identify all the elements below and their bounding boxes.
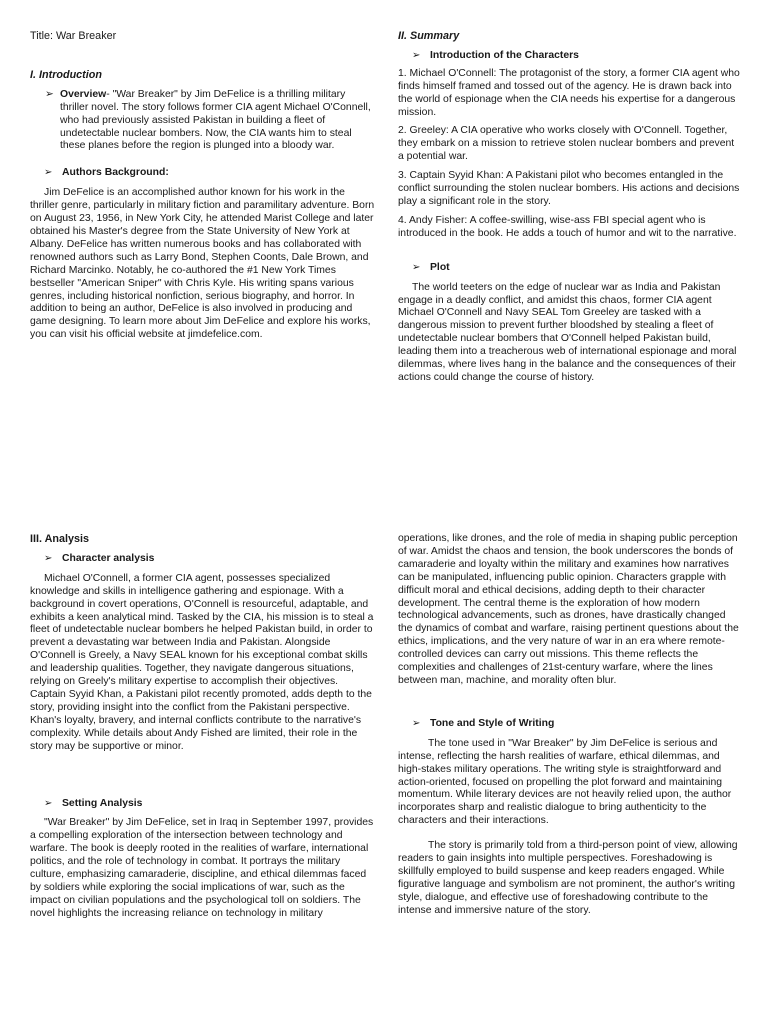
overview-item: [30, 89, 375, 154]
document-title: Title: War Breaker: [30, 30, 117, 42]
character-analysis-label: Character analysis: [62, 552, 155, 564]
tone-subheading: [398, 718, 740, 731]
plot-subheading: [398, 262, 740, 275]
arrow-bullet-icon: ➢: [44, 167, 53, 179]
arrow-bullet-icon: ➢: [412, 49, 421, 61]
tone-text-1: The tone used in "War Breaker" by Jim DeFelice is serious and intense, reflecting the harsh realities of warfare, ethical dilemmas, and high-stakes military operations. The writing style is straightforward and action-oriented, focused on propelling the plot forward and maintaining momentum. While literary devices are not heavily relied upon, the author incorporates sharp and realistic dialogue to bring authenticity to the characters and their interactions.: [398, 737, 732, 827]
arrow-bullet-icon: ➢: [412, 261, 421, 273]
authors-subheading: [30, 167, 375, 180]
authors-text: Jim DeFelice is an accomplished author known for his work in the thriller genre, particularly in military fiction and paramilitary adventure. Born on August 23, 1956, in New York City, he attended Marist College and later obtained his Master's degree from the State University of New York at Albany. DeFelice has written numerous books and has collaborated with renowned authors such as Larry Bond, Stephen Coonts, Dale Brown, and Richard Marcinko. Notably, he co-authored the #1 New York Times bestseller "American Sniper" with Chris Kyle. His writing spans various genres, including historical nonfiction, serious biography, and horror. In addition to being an author, DeFelice is also involved in producing and game designing. To learn more about Jim DeFelice and explore his works, you can visit his official website at jimdefelice.com.: [30, 187, 375, 341]
setting-analysis-text: "War Breaker" by Jim DeFelice, set in Iraq in September 1997, provides a compelling exploration of the intersection between technology and warfare. The book is deeply rooted in the realities of warfare, international politics, and the role of technology in combat. It portrays the military culture, emphasizing camaraderie, discipline, and ethical dilemmas faced by soldiers while exploring the social implications of war, such as the impact on civilian populations and the psychological toll on soldiers. The novel highlights the increasing reliance on technology in military: [30, 817, 374, 919]
plot-text: The world teeters on the edge of nuclear war as India and Pakistan engage in a deadly conflict, and amidst this chaos, former CIA agent Michael O'Connell and Navy SEAL Tom Greeley are tasked with a dangerous mission to prevent further bloodshed by stealing a fleet of undetectable nuclear bombers that O'Connell helped Pakistan build, leading them into a treacherous web of international espionage and moral dilemmas, where lives hang in the balance and the consequences of their actions could change the course of history.: [398, 281, 737, 383]
setting-analysis-continued: operations, like drones, and the role of media in shaping public perception of war. Amidst the chaos and tension, the book underscores the bonds of camaraderie and loyalty within the military and examines how narratives can be manipulated, influencing public opinion. Characters grapple with difficult moral and ethical decisions, adding depth to their character development. The central theme is the exploration of how modern technological advancements, such as drones, have drastically changed the dynamics of combat and warfare, raising pertinent questions about the ethics, implications, and the very nature of war in an era where remote-controlled devices can carry out missions. This theme reflects the complexities and challenges of 21st-century warfare, where the lines between man, machine, and morality often blur.: [398, 533, 739, 686]
tone-label: Tone and Style of Writing: [430, 717, 555, 729]
left-column-top: [30, 30, 375, 342]
character-analysis-subheading: [30, 553, 375, 566]
overview-label: Overview: [60, 88, 107, 100]
setting-analysis-label: Setting Analysis: [62, 797, 143, 809]
character-item-4: 4. Andy Fisher: A coffee-swilling, wise-ass FBI special agent who is introduced in the book. He adds a touch of humor and wit to the narrative.: [398, 214, 737, 239]
character-item-1: 1. Michael O'Connell: The protagonist of the story, a former CIA agent who finds himself framed and tossed out of the agency. He is drawn back into the world of espionage when the CIA needs his expertise for a dangerous mission.: [398, 67, 740, 118]
plot-label: Plot: [430, 261, 450, 273]
arrow-bullet-icon: ➢: [44, 797, 53, 809]
authors-label: Authors Background:: [62, 167, 169, 179]
character-analysis-text: Michael O'Connell, a former CIA agent, possesses specialized knowledge and skills in intelligence gathering and espionage. With a background in covert operations, O'Connell is resourceful, adaptable, and exhibits a keen analytical mind. Tasked by the CIA, his mission is to steal a fleet of undetectable nuclear bombers he helped Pakistan build, in order to prevent a devastating war between India and Pakistan. Alongside O'Connell is Greely, a Navy SEAL known for his exceptional combat skills and leadership qualities. Together, they navigate dangerous situations, relying on Greely's military expertise to accomplish their objectives. Captain Syyid Khan, a Pakistani pilot recently promoted, adds depth to the story, providing insight into the conflict from the Pakistani perspective. Khan's loyalty, bravery, and internal conflicts contribute to the narrative's complexity. While details about Andy Fished are limited, their role in the story may be supportive or minor.: [30, 572, 374, 752]
arrow-bullet-icon: ➢: [45, 88, 54, 100]
intro-heading: I. Introduction: [30, 68, 102, 81]
left-column-bottom: [30, 533, 375, 921]
tone-text-2: The story is primarily told from a third-person point of view, allowing readers to gain insights into multiple perspectives. Foreshadowing is skillfully employed to build suspense and keep readers engaged. While figurative language and symbolism are not prominent, the author's writing style, dialogue, and effective use of foreshadowing contribute to the intense and immersive nature of the story.: [398, 840, 738, 916]
arrow-bullet-icon: ➢: [412, 717, 421, 729]
analysis-heading: III. Analysis: [30, 533, 90, 545]
right-column-bottom: [398, 533, 740, 918]
characters-label: Introduction of the Characters: [430, 49, 579, 61]
summary-heading: II. Summary: [398, 30, 460, 42]
arrow-bullet-icon: ➢: [44, 552, 53, 564]
overview-text: - "War Breaker" by Jim DeFelice is a thrilling military thriller novel. The story follows former CIA agent Michael O'Connell, who had previously assisted Pakistan in building a fleet of undetectable nuclear bombers. Now, the CIA wants him to steal these planes before the region is plunged into a bloody war.: [60, 88, 371, 152]
character-item-2: 2. Greeley: A CIA operative who works closely with O'Connell. Together, they embark on a mission to retrieve stolen nuclear bombers and prevent a potential war.: [398, 125, 735, 163]
right-column-top: [398, 30, 740, 385]
characters-subheading: [398, 50, 740, 63]
character-item-3: 3. Captain Syyid Khan: A Pakistani pilot who becomes entangled in the conflict surrounding the stolen nuclear bombers. His actions and decisions play a significant role in the story.: [398, 170, 740, 207]
setting-analysis-subheading: [30, 798, 375, 811]
